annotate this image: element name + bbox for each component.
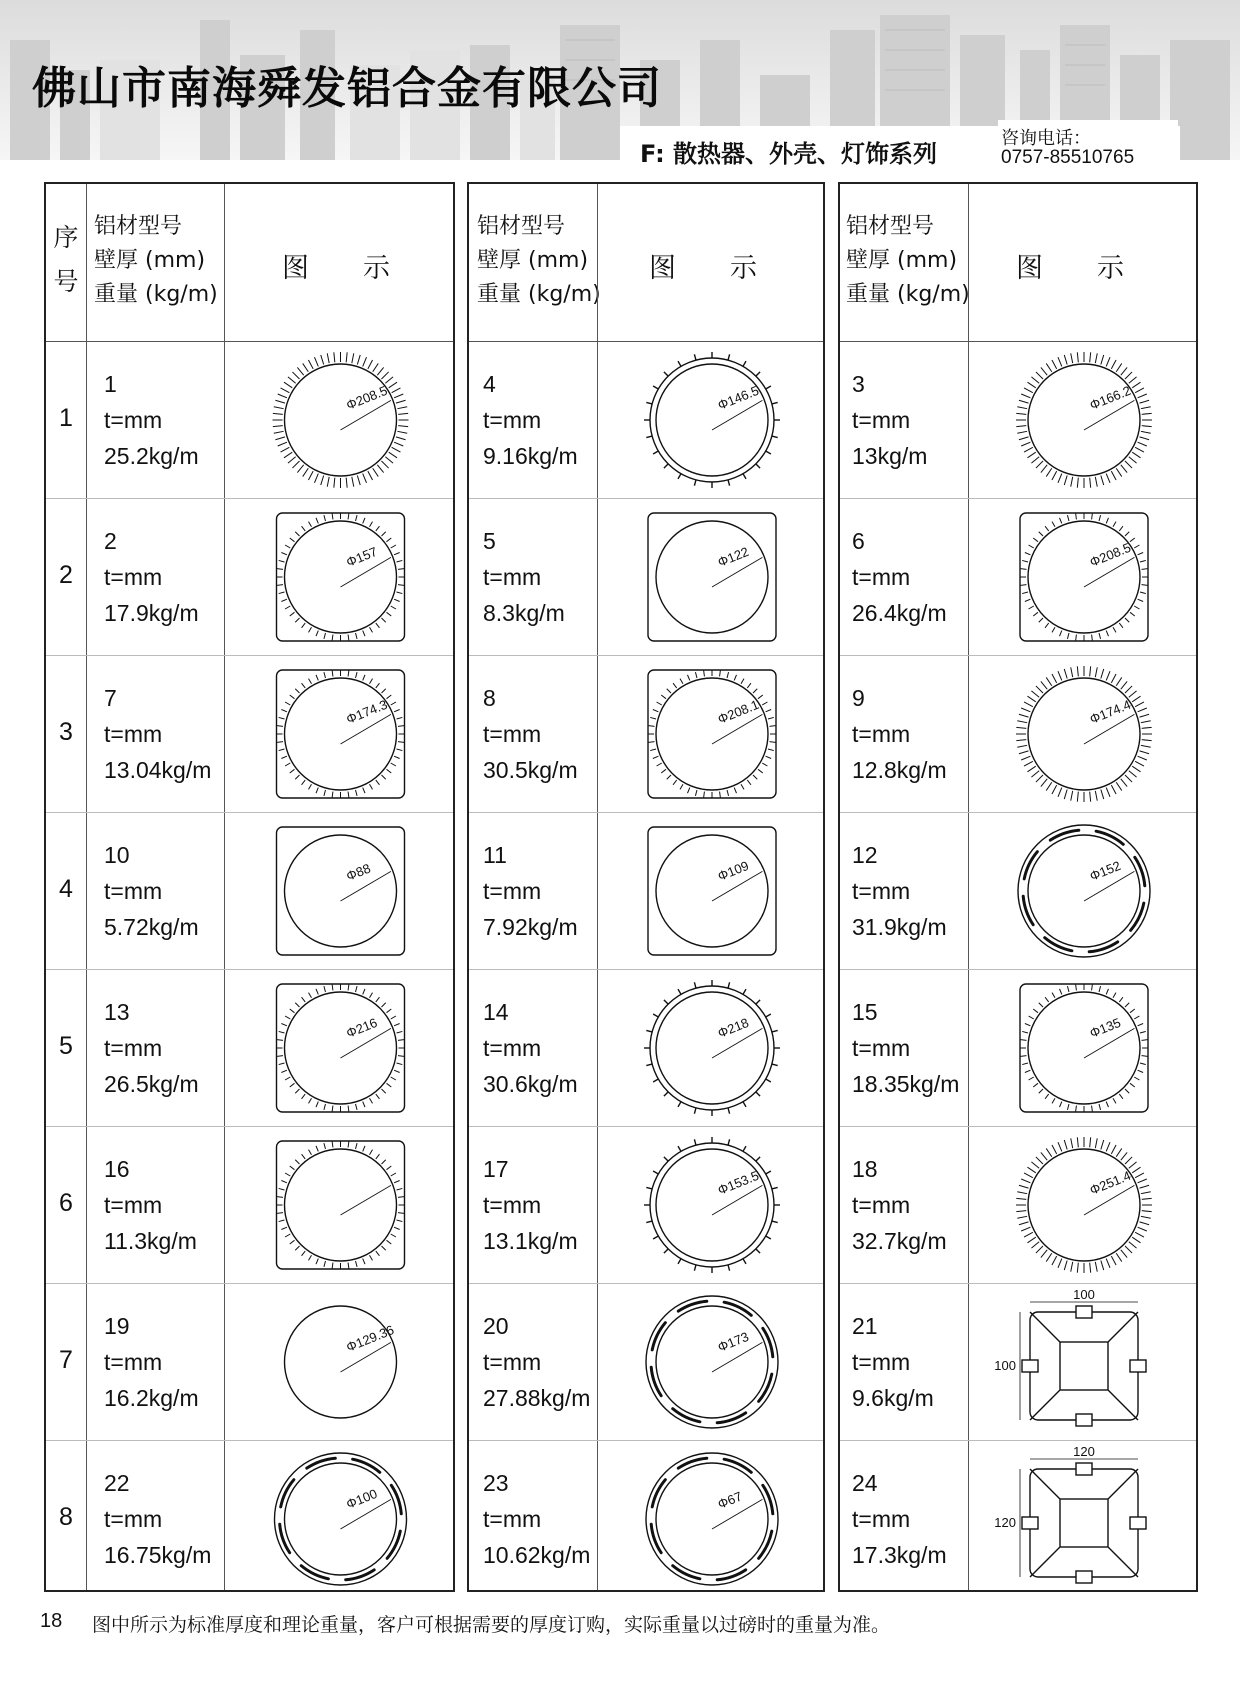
product-thickness: t=mm xyxy=(483,721,542,747)
profile-drawing xyxy=(599,1286,825,1438)
table-row xyxy=(46,1127,453,1284)
product-model: 1 xyxy=(104,371,117,397)
profile-drawing xyxy=(970,1443,1198,1595)
product-model: 20 xyxy=(483,1313,509,1339)
product-thickness: t=mm xyxy=(852,721,911,747)
table-row xyxy=(469,656,823,813)
product-model: 16 xyxy=(104,1156,130,1182)
diameter-label: Φ100 xyxy=(344,1485,380,1512)
thickness-header-label: 壁厚 (mm) xyxy=(846,248,958,273)
product-thickness: t=mm xyxy=(104,1506,163,1532)
product-info xyxy=(104,1151,197,1259)
table-row xyxy=(46,656,453,813)
weight-header-label: 重量 (kg/m) xyxy=(846,282,970,307)
row-seq: 7 xyxy=(59,1346,73,1374)
product-model: 24 xyxy=(852,1470,878,1496)
product-model: 2 xyxy=(104,528,117,554)
product-thickness: t=mm xyxy=(852,407,911,433)
product-thickness: t=mm xyxy=(483,407,542,433)
row-seq: 5 xyxy=(59,1032,73,1060)
product-weight: 32.7kg/m xyxy=(852,1228,947,1254)
profile-drawing xyxy=(970,1129,1198,1281)
profile-drawing xyxy=(599,344,825,496)
product-info xyxy=(104,1465,211,1573)
model-header xyxy=(94,210,218,312)
product-model: 12 xyxy=(852,842,878,868)
diameter-label: Φ216 xyxy=(344,1014,380,1041)
table-row xyxy=(46,342,453,499)
product-model: 5 xyxy=(483,528,496,554)
product-thickness: t=mm xyxy=(104,1349,163,1375)
product-thickness: t=mm xyxy=(104,1035,163,1061)
product-weight: 25.2kg/m xyxy=(104,443,199,469)
contact-label: 咨询电话： xyxy=(1001,128,1091,149)
table-row xyxy=(46,499,453,656)
product-model: 6 xyxy=(852,528,865,554)
table-header xyxy=(46,184,453,342)
width-dimension: 100 xyxy=(1073,1287,1095,1302)
product-info xyxy=(483,1308,590,1416)
company-name: 佛山市南海舜发铝合金有限公司 xyxy=(32,63,662,114)
product-info xyxy=(852,1465,947,1573)
profile-drawing xyxy=(226,658,455,810)
product-thickness: t=mm xyxy=(483,1506,542,1532)
seq-header xyxy=(46,216,86,304)
product-weight: 16.2kg/m xyxy=(104,1385,199,1411)
diameter-label: Φ251.4 xyxy=(1087,1167,1133,1198)
table-row xyxy=(840,970,1196,1127)
table-row xyxy=(46,813,453,970)
table-row xyxy=(840,1284,1196,1441)
row-seq: 8 xyxy=(59,1503,73,1531)
model-header-label: 铝材型号 xyxy=(477,214,566,239)
diameter-label: Φ67 xyxy=(715,1488,745,1512)
product-weight: 26.4kg/m xyxy=(852,600,947,626)
product-thickness: t=mm xyxy=(483,878,542,904)
product-weight: 18.35kg/m xyxy=(852,1071,960,1097)
thickness-header-label: 壁厚 (mm) xyxy=(94,248,206,273)
profile-drawing xyxy=(599,658,825,810)
product-model: 8 xyxy=(483,685,496,711)
row-seq: 3 xyxy=(59,718,73,746)
product-thickness: t=mm xyxy=(483,1035,542,1061)
product-info xyxy=(483,994,578,1102)
diameter-label: Φ166.2 xyxy=(1087,382,1133,413)
product-info xyxy=(852,680,947,788)
footer-note: 图中所示为标准厚度和理论重量，客户可根据需要的厚度订购，实际重量以过磅时的重量为准。 xyxy=(92,1614,891,1636)
profile-drawing xyxy=(226,1286,455,1438)
row-seq: 6 xyxy=(59,1189,73,1217)
product-model: 23 xyxy=(483,1470,509,1496)
series-title: F: 散热器、外壳、灯饰系列 xyxy=(640,140,938,168)
diameter-label: Φ146.5 xyxy=(715,382,761,413)
profile-drawing xyxy=(226,1129,455,1281)
product-info xyxy=(104,680,211,788)
product-weight: 30.6kg/m xyxy=(483,1071,578,1097)
product-weight: 16.75kg/m xyxy=(104,1542,212,1568)
table-header xyxy=(469,184,823,342)
table-row xyxy=(469,1441,823,1598)
product-info xyxy=(483,1151,578,1259)
product-info xyxy=(483,366,578,474)
profile-drawing xyxy=(226,972,455,1124)
page-number: 18 xyxy=(40,1610,63,1632)
product-info xyxy=(104,523,199,631)
product-model: 21 xyxy=(852,1313,878,1339)
product-info xyxy=(483,680,578,788)
product-weight: 17.3kg/m xyxy=(852,1542,947,1568)
figure-header: 图示 xyxy=(282,253,444,284)
product-thickness: t=mm xyxy=(483,564,542,590)
profile-drawing xyxy=(599,972,825,1124)
figure-header: 图示 xyxy=(649,253,811,284)
product-thickness: t=mm xyxy=(852,1035,911,1061)
product-weight: 11.3kg/m xyxy=(104,1228,197,1254)
diameter-label: Φ174.3 xyxy=(344,696,390,727)
product-model: 7 xyxy=(104,685,117,711)
diameter-label: Φ208.1 xyxy=(715,696,761,727)
profile-drawing xyxy=(599,1443,825,1595)
product-model: 14 xyxy=(483,999,509,1025)
product-model: 4 xyxy=(483,371,496,397)
profile-drawing xyxy=(599,501,825,653)
table-row xyxy=(840,1441,1196,1598)
diameter-label: Φ153.5 xyxy=(715,1167,761,1198)
height-dimension: 120 xyxy=(994,1515,1016,1530)
table-row xyxy=(469,813,823,970)
model-header-label: 铝材型号 xyxy=(94,214,183,239)
product-model: 19 xyxy=(104,1313,130,1339)
table-row xyxy=(840,1127,1196,1284)
profile-drawing xyxy=(599,1129,825,1281)
product-info xyxy=(852,1151,947,1259)
product-weight: 31.9kg/m xyxy=(852,914,947,940)
profile-drawing xyxy=(226,501,455,653)
product-weight: 13.1kg/m xyxy=(483,1228,578,1254)
profile-drawing xyxy=(970,344,1198,496)
product-weight: 26.5kg/m xyxy=(104,1071,199,1097)
row-seq: 1 xyxy=(59,404,73,432)
product-thickness: t=mm xyxy=(104,721,163,747)
product-info xyxy=(852,837,947,945)
product-info xyxy=(852,523,947,631)
product-weight: 9.6kg/m xyxy=(852,1385,934,1411)
product-thickness: t=mm xyxy=(104,407,163,433)
diameter-label: Φ122 xyxy=(715,543,751,570)
product-model: 3 xyxy=(852,371,865,397)
product-info xyxy=(104,366,199,474)
diameter-label: Φ152 xyxy=(1087,857,1123,884)
profile-drawing xyxy=(970,1286,1198,1438)
product-model: 11 xyxy=(483,842,507,868)
table-row xyxy=(469,499,823,656)
product-thickness: t=mm xyxy=(852,1349,911,1375)
table-row xyxy=(469,1284,823,1441)
catalog-table-right xyxy=(838,182,1198,1592)
product-model: 13 xyxy=(104,999,130,1025)
product-weight: 30.5kg/m xyxy=(483,757,578,783)
product-info xyxy=(483,523,565,631)
product-model: 17 xyxy=(483,1156,509,1182)
product-weight: 27.88kg/m xyxy=(483,1385,591,1411)
product-model: 18 xyxy=(852,1156,878,1182)
product-info xyxy=(852,1308,934,1416)
figure-header: 图示 xyxy=(1016,253,1178,284)
diameter-label: Φ135 xyxy=(1087,1014,1123,1041)
profile-drawing xyxy=(970,658,1198,810)
diameter-label: Φ208.5 xyxy=(344,382,390,413)
product-info xyxy=(852,366,927,474)
profile-drawing xyxy=(226,344,455,496)
product-info xyxy=(483,837,578,945)
profile-drawing xyxy=(599,815,825,967)
profile-drawing xyxy=(970,815,1198,967)
product-thickness: t=mm xyxy=(483,1192,542,1218)
product-thickness: t=mm xyxy=(852,564,911,590)
product-info xyxy=(104,994,199,1102)
product-weight: 7.92kg/m xyxy=(483,914,578,940)
table-row xyxy=(46,970,453,1127)
table-row xyxy=(840,342,1196,499)
thickness-header-label: 壁厚 (mm) xyxy=(477,248,589,273)
product-thickness: t=mm xyxy=(852,878,911,904)
profile-drawing xyxy=(970,501,1198,653)
table-row xyxy=(46,1441,453,1598)
product-weight: 10.62kg/m xyxy=(483,1542,591,1568)
product-thickness: t=mm xyxy=(104,564,163,590)
product-model: 10 xyxy=(104,842,130,868)
weight-header-label: 重量 (kg/m) xyxy=(94,282,218,307)
contact-phone: 0757-85510765 xyxy=(1001,147,1135,168)
table-row xyxy=(46,1284,453,1441)
profile-drawing xyxy=(970,972,1198,1124)
product-model: 22 xyxy=(104,1470,130,1496)
catalog-table-left xyxy=(44,182,455,1592)
product-weight: 9.16kg/m xyxy=(483,443,578,469)
table-header xyxy=(840,184,1196,342)
width-dimension: 120 xyxy=(1073,1444,1095,1459)
profile-drawing xyxy=(226,1443,455,1595)
weight-header-label: 重量 (kg/m) xyxy=(477,282,601,307)
row-seq: 4 xyxy=(59,875,73,903)
table-row xyxy=(840,656,1196,813)
product-weight: 17.9kg/m xyxy=(104,600,199,626)
diameter-label: Φ88 xyxy=(344,860,373,884)
product-info xyxy=(852,994,959,1102)
product-model: 15 xyxy=(852,999,878,1025)
product-weight: 8.3kg/m xyxy=(483,600,565,626)
product-info xyxy=(483,1465,590,1573)
table-row xyxy=(840,499,1196,656)
seq-header-label: 序号 xyxy=(53,223,79,296)
diameter-label: Φ208.5 xyxy=(1087,539,1133,570)
product-model: 9 xyxy=(852,685,865,711)
product-thickness: t=mm xyxy=(104,1192,163,1218)
product-info xyxy=(104,837,199,945)
model-header-label: 铝材型号 xyxy=(846,214,935,239)
profile-drawing xyxy=(226,815,455,967)
diameter-label: Φ129.36 xyxy=(344,1322,397,1355)
product-thickness: t=mm xyxy=(852,1192,911,1218)
row-seq: 2 xyxy=(59,561,73,589)
model-header xyxy=(477,210,601,312)
product-weight: 5.72kg/m xyxy=(104,914,199,940)
product-thickness: t=mm xyxy=(104,878,163,904)
product-weight: 13.04kg/m xyxy=(104,757,212,783)
product-weight: 13kg/m xyxy=(852,443,928,469)
catalog-table-middle xyxy=(467,182,825,1592)
diameter-label: Φ173 xyxy=(715,1328,751,1355)
diameter-label: Φ218 xyxy=(715,1014,751,1041)
diameter-label: Φ174.4 xyxy=(1087,696,1133,727)
table-row xyxy=(469,970,823,1127)
table-row xyxy=(469,342,823,499)
model-header xyxy=(846,210,970,312)
product-info xyxy=(104,1308,199,1416)
product-thickness: t=mm xyxy=(852,1506,911,1532)
table-row xyxy=(840,813,1196,970)
product-weight: 12.8kg/m xyxy=(852,757,947,783)
table-row xyxy=(469,1127,823,1284)
product-thickness: t=mm xyxy=(483,1349,542,1375)
diameter-label: Φ157 xyxy=(344,543,380,570)
diameter-label: Φ109 xyxy=(715,857,751,884)
height-dimension: 100 xyxy=(994,1358,1016,1373)
